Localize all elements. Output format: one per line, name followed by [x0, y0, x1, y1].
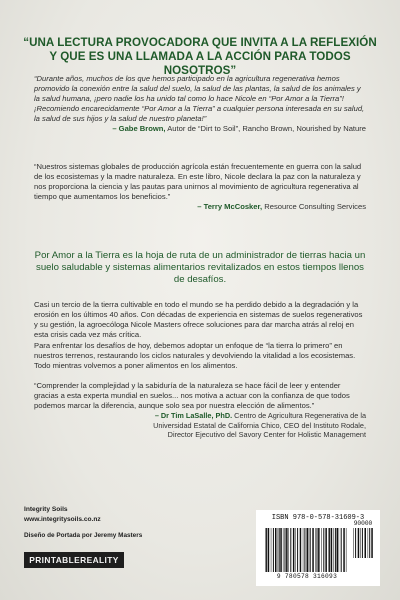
barcode-bar — [368, 528, 369, 558]
barcode-bar — [358, 528, 360, 558]
barcode-bar — [328, 528, 329, 572]
barcode-bar — [333, 528, 334, 572]
barcode-bar — [365, 528, 367, 558]
barcode-bar — [300, 528, 302, 572]
barcode-bar — [318, 528, 320, 572]
publisher-info — [24, 505, 101, 525]
barcode-bar — [331, 528, 333, 572]
barcode-bar — [335, 528, 336, 572]
barcode-bar — [353, 528, 354, 558]
barcode-bar — [303, 528, 304, 572]
quote-attribution — [34, 202, 366, 212]
barcode-bar — [293, 528, 295, 572]
quote-text: “Durante años, muchos de los que hemos participado en la agricultura regenerativa hemos promovido la conexión entre la salud del suelo, la salud de las plantas, la salud de los animales y la salud humana, ¡pero nadie los ha unido tal como lo hace Nicole en “Por Amor a la Tierra”! ¡Recomiendo encarecidamente “Por Amor a la Tierra” a cualquier persona interesada en su salud, la salud de sus hijos y la salud de nuestro planeta!” — [34, 74, 365, 123]
barcode-bar — [362, 528, 363, 558]
headline: “UNA LECTURA PROVOCADORA QUE INVITA A LA REFLEXIÓN Y QUE ES UNA LLAMADA A LA ACCIÓN PARA TODOS NOSOTROS” — [23, 36, 377, 77]
barcode-bar — [286, 528, 288, 572]
quote-tim-lasalle — [34, 381, 366, 440]
barcode-bar — [279, 528, 280, 572]
barcode-bar — [265, 528, 266, 572]
quote-author: – Dr Tim LaSalle, PhD. — [154, 411, 233, 420]
quote-gabe-brown — [34, 74, 366, 134]
barcode-bar — [315, 528, 316, 572]
quote-author: – Terry McCosker, — [197, 202, 263, 211]
barcode-bar — [325, 528, 327, 572]
barcode-bar — [346, 528, 347, 572]
barcode-bar — [360, 528, 361, 558]
barcode-bar — [323, 528, 324, 572]
quote-text: “Comprender la complejidad y la sabiduría de la naturaleza se hace fácil de leer y entender gracias a esta experta mundial en suelos... nos motiva a actuar con la confianza de que todos podemos marcar la diferencia, aunque solo sea por nuestra elección de alimentos.” — [34, 381, 350, 410]
barcode-bar — [321, 528, 322, 572]
barcode-bar — [371, 528, 373, 558]
barcode-bar — [337, 528, 339, 572]
publisher-name: Integrity Soils — [24, 506, 68, 513]
barcode-bar — [369, 528, 370, 558]
barcode-bar — [285, 528, 286, 572]
quote-role: Resource Consulting Services — [262, 202, 366, 211]
quote-role-line-2: Universidad Estatal de California Chico, CEO del Instituto Rodale, — [153, 420, 366, 430]
barcode-bar — [309, 528, 310, 572]
barcode-bar — [310, 528, 311, 572]
barcode-bar — [297, 528, 298, 572]
barcode-bar — [283, 528, 284, 572]
lead-paragraph: Por Amor a la Tierra es la hoja de ruta de un administrador de tierras hacia un suelo saludable y sistemas alimentarios revitalizados en estos tiempos llenos de desafíos. — [34, 250, 366, 285]
barcode-bar — [271, 528, 272, 572]
printable-reality-logo: PRINTABLEREALITY — [24, 552, 124, 568]
quote-attribution — [34, 411, 366, 440]
barcode-bar — [288, 528, 289, 572]
body-paragraph-2: Para enfrentar los desafíos de hoy, debemos adoptar un enfoque de “la tierra lo primero” en nuestros terrenos, restaurando los ciclos naturales y devolviendo la vitalidad a los ecosistemas. Todo mientras volvemos a poner alimentos en los alimentos. — [34, 341, 356, 370]
barcode-bar — [304, 528, 305, 572]
barcode-bar — [275, 528, 277, 572]
barcode-bar — [329, 528, 330, 572]
barcode-bar — [290, 528, 291, 572]
barcode-bar — [339, 528, 340, 572]
barcode-bar — [273, 528, 274, 572]
publisher-website: www.integritysoils.co.nz — [24, 516, 101, 523]
isbn-barcode — [256, 510, 380, 586]
barcode-bar — [280, 528, 282, 572]
quote-text: “Nuestros sistemas globales de producción agrícola están frecuentemente en guerra con la salud de los ecosistemas y la madre naturaleza. En este libro, Nicole declara la paz con la naturaleza y nos proporciona la ciencia y las pautas para unirnos al movimiento de agricultura regenerativa al tiempo que aumentamos los beneficios.” — [34, 162, 362, 201]
barcode-number: 9 780578 316093 — [276, 573, 338, 580]
barcode-bar — [266, 528, 267, 572]
quote-author: – Gabe Brown, — [112, 124, 166, 133]
quote-role: Autor de “Dirt to Soil”, Rancho Brown, Nourished by Nature — [165, 124, 366, 133]
barcode-bar — [312, 528, 314, 572]
barcode-bar — [341, 528, 342, 572]
cover-design-credit: Diseño de Portada por Jeremy Masters — [24, 532, 143, 539]
quote-role-line-1: Centro de Agricultura Regenerativa de la — [232, 411, 366, 420]
barcode-bar — [343, 528, 345, 572]
barcode-bar — [278, 528, 279, 572]
price-code: 90000 — [353, 520, 373, 527]
barcode-bars-main — [264, 528, 348, 572]
isbn-text: ISBN 978-0-578-31609-3 — [271, 514, 365, 522]
barcode-bar — [268, 528, 270, 572]
barcode-bar — [296, 528, 297, 572]
barcode-bars-addon — [352, 528, 374, 558]
quote-attribution — [34, 124, 366, 134]
barcode-bar — [355, 528, 356, 558]
body-paragraph-1: Casi un tercio de la tierra cultivable en todo el mundo se ha perdido debido a la degradación y la erosión en los últimos 40 años. Con décadas de experiencia en sistemas de suelos regenerativos y su gestión, la agroecóloga Nicole Masters ofrece soluciones para dar marcha atrás al reloj en esta crisis cada vez más crítica. — [34, 300, 363, 339]
barcode-bar — [317, 528, 318, 572]
quote-role-line-3: Director Ejecutivo del Savory Center for Holistic Management — [167, 430, 366, 440]
barcode-bar — [307, 528, 309, 572]
quote-terry-mccosker — [34, 162, 366, 212]
